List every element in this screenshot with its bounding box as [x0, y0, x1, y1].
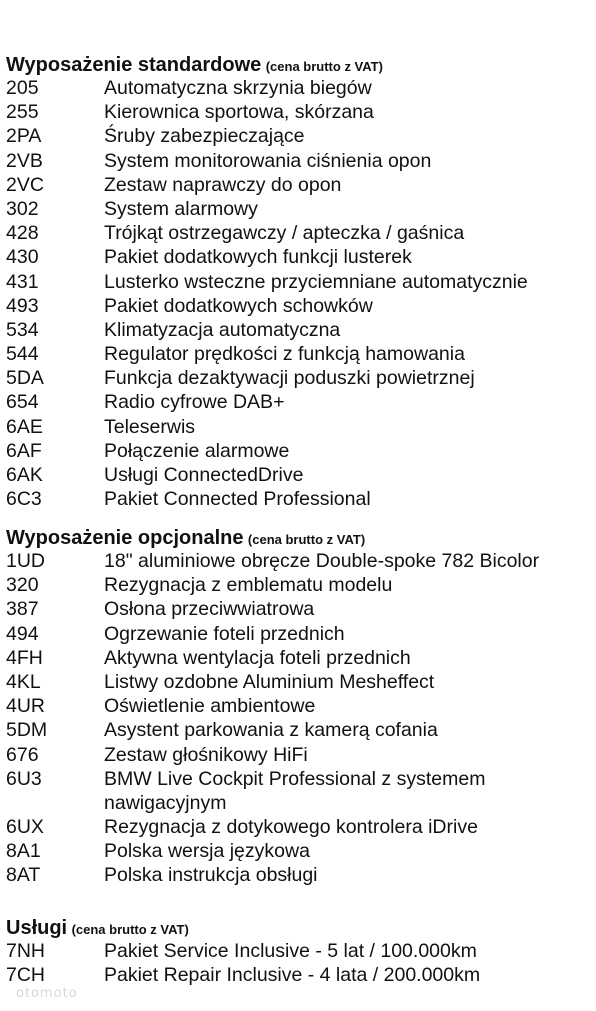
list-item [6, 318, 591, 342]
option-code: 8A1 [6, 839, 41, 862]
option-description: Osłona przeciwwiatrowa [104, 598, 315, 621]
option-description: Lusterko wsteczne przyciemniane automatycznie [104, 270, 528, 293]
option-description: Rezygnacja z dotykowego kontrolera iDrive [104, 815, 478, 838]
option-code: 494 [6, 622, 39, 645]
option-code: 320 [6, 574, 39, 597]
option-code: 1UD [6, 550, 46, 572]
section-price-note: (cena brutto z VAT) [71, 922, 189, 937]
list-item [6, 221, 591, 245]
list-item [6, 573, 591, 597]
option-code: 6AE [6, 415, 43, 438]
standard-equipment-section [6, 54, 591, 511]
list-item [6, 245, 591, 269]
option-code: 5DA [6, 367, 44, 390]
list-item [6, 839, 591, 863]
option-code: 2VB [6, 149, 43, 172]
option-description: Rezygnacja z emblematu modelu [104, 574, 393, 597]
option-code: 430 [6, 246, 39, 269]
option-description: Klimatyzacja automatyczna [104, 318, 341, 341]
equipment-list [6, 549, 591, 887]
optional-equipment-section [6, 527, 591, 887]
list-item [6, 646, 591, 670]
option-description: Pakiet Repair Inclusive - 4 lata / 200.000km [104, 964, 481, 987]
watermark-logo: otomoto [16, 986, 78, 1001]
list-item [6, 124, 591, 148]
list-item [6, 366, 591, 390]
list-item [6, 597, 591, 621]
section-heading [6, 917, 591, 939]
list-item [6, 390, 591, 414]
list-item [6, 270, 591, 294]
list-item [6, 294, 591, 318]
list-item [6, 487, 591, 511]
option-code: 2PA [6, 125, 42, 148]
section-title: Wyposażenie opcjonalne [6, 527, 244, 549]
option-description: Listwy ozdobne Aluminium Mesheffect [104, 670, 435, 693]
option-description: Automatyczna skrzynia biegów [104, 77, 372, 99]
option-description: Pakiet Service Inclusive - 5 lat / 100.000km [104, 940, 477, 962]
option-description: Pakiet Connected Professional [104, 488, 371, 511]
option-description: Ogrzewanie foteli przednich [104, 622, 345, 645]
option-code: 654 [6, 391, 39, 414]
option-code: 431 [6, 270, 39, 293]
option-code: 4FH [6, 646, 43, 669]
list-item [6, 76, 591, 100]
list-item [6, 694, 591, 718]
option-code: 205 [6, 77, 39, 99]
list-item [6, 549, 591, 573]
list-item [6, 670, 591, 694]
option-description: Teleserwis [104, 415, 196, 438]
list-item [6, 767, 591, 815]
option-description: Radio cyfrowe DAB+ [104, 391, 285, 414]
list-item [6, 718, 591, 742]
list-item [6, 743, 591, 767]
option-code: 8AT [6, 864, 41, 887]
option-description: Zestaw naprawczy do opon [104, 173, 342, 196]
option-code: 534 [6, 318, 39, 341]
option-code: 5DM [6, 719, 48, 742]
option-code: 4KL [6, 670, 41, 693]
option-code: 676 [6, 743, 39, 766]
option-description: 18" aluminiowe obręcze Double-spoke 782 Bicolor [104, 550, 540, 572]
equipment-list [6, 76, 591, 511]
list-item [6, 197, 591, 221]
list-item [6, 815, 591, 839]
option-code: 6AF [6, 439, 42, 462]
option-code: 6AK [6, 464, 43, 486]
section-price-note: (cena brutto z VAT) [247, 532, 366, 547]
section-price-note: (cena brutto z VAT) [265, 59, 383, 74]
option-description: Połączenie alarmowe [104, 439, 290, 462]
option-description: System monitorowania ciśnienia opon [104, 149, 432, 172]
list-item [6, 173, 591, 197]
option-description: Polska wersja językowa [104, 839, 310, 862]
option-description: Polska instrukcja obsługi [104, 864, 318, 887]
option-code: 7CH [6, 964, 46, 987]
list-item [6, 100, 591, 124]
option-code: 2VC [6, 173, 44, 196]
option-description: Funkcja dezaktywacji poduszki powietrznej [104, 367, 475, 390]
option-description: BMW Live Cockpit Professional z systemem nawigacyjnym [104, 767, 486, 814]
option-code: 4UR [6, 695, 46, 718]
list-item [6, 149, 591, 173]
services-list [6, 939, 591, 987]
option-description: Pakiet dodatkowych schowków [104, 294, 373, 317]
option-description: Usługi ConnectedDrive [104, 464, 304, 486]
section-heading [6, 527, 591, 549]
option-description: System alarmowy [104, 197, 258, 220]
option-code: 428 [6, 222, 39, 245]
option-code: 302 [6, 197, 39, 220]
option-code: 255 [6, 101, 39, 124]
option-description: Zestaw głośnikowy HiFi [104, 743, 308, 766]
list-item [6, 342, 591, 366]
section-heading [6, 54, 591, 76]
section-title: Usługi [6, 917, 68, 939]
option-code: 493 [6, 294, 39, 317]
list-item [6, 463, 591, 487]
option-code: 7NH [6, 940, 46, 962]
option-description: Oświetlenie ambientowe [104, 695, 316, 718]
option-code: 6C3 [6, 488, 42, 511]
option-description: Trójkąt ostrzegawczy / apteczka / gaśnica [104, 222, 465, 245]
list-item [6, 415, 591, 439]
list-item [6, 939, 591, 963]
list-item [6, 963, 591, 987]
list-item [6, 439, 591, 463]
option-description: Aktywna wentylacja foteli przednich [104, 646, 411, 669]
option-code: 544 [6, 343, 39, 366]
option-description: Kierownica sportowa, skórzana [104, 101, 374, 124]
list-item [6, 863, 591, 887]
section-title: Wyposażenie standardowe [6, 54, 262, 76]
option-code: 387 [6, 598, 39, 621]
option-description: Asystent parkowania z kamerą cofania [104, 719, 438, 742]
services-section [6, 917, 591, 987]
option-code: 6U3 [6, 767, 42, 790]
list-item [6, 622, 591, 646]
option-code: 6UX [6, 815, 44, 838]
option-description: Regulator prędkości z funkcją hamowania [104, 343, 465, 366]
option-description: Pakiet dodatkowych funkcji lusterek [104, 246, 412, 269]
option-description: Śruby zabezpieczające [104, 125, 305, 148]
